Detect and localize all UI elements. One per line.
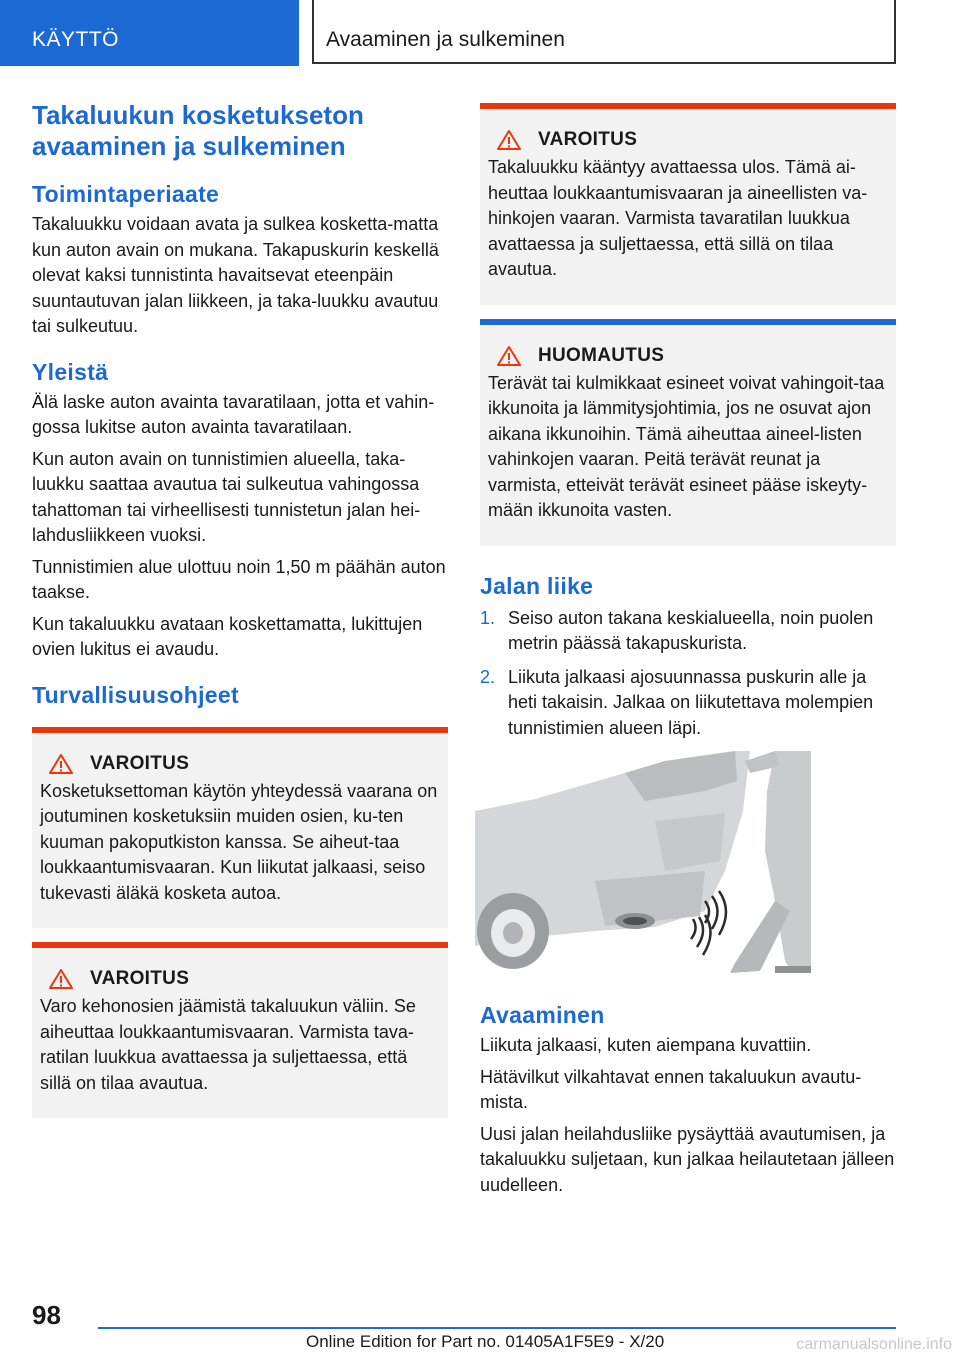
- warning-title-text-1: VAROITUS: [90, 752, 190, 774]
- step-text: Liikuta jalkaasi ajosuunnassa puskurin alle ja heti takaisin. Jalkaa on liikutettava molempien tunnistimien alueen läpi.: [508, 666, 874, 738]
- general-text-2: Kun auton avain on tunnistimien alueella, taka-luukku saattaa avautua tai sulkeutua vahingossa tahattoman tai virheellisesti tunnistetun jalan hei-lahdusliikkeen vuoksi.: [32, 448, 421, 545]
- footer-edition: Online Edition for Part no. 01405A1F5E9 - X/20: [306, 1332, 665, 1351]
- steps-list: [480, 606, 896, 742]
- heading-opening: Avaaminen: [480, 1002, 605, 1028]
- opening-text-1: Liikuta jalkaasi, kuten aiempana kuvattiin.: [480, 1035, 812, 1055]
- warning-box-1: [32, 727, 448, 929]
- warning-title-1: [48, 753, 440, 775]
- step-number: 1.: [480, 607, 496, 628]
- heading-principle: Toimintaperiaate: [32, 181, 220, 207]
- note-box: [480, 319, 896, 546]
- warning-icon: [48, 968, 74, 990]
- header-chapter-label: Avaaminen ja sulkeminen: [326, 28, 565, 51]
- left-column: [32, 100, 448, 1132]
- principle-text: Takaluukku voidaan avata ja sulkea kosketta-matta kun auton avain on mukana. Takapuskurin keskellä olevat kaksi tunnistinta havaitsevat eteenpäin suuntautuvan jalan liikkeen, ja taka-luukku avautuu tai sulkeutuu.: [32, 214, 439, 336]
- kick-gesture-illustration: [475, 751, 811, 973]
- section-foot-motion: [480, 572, 896, 742]
- opening-text-3: Uusi jalan heilahdusliike pysäyttää avautumisen, ja takaluukku suljetaan, kun jalkaa heilautetaan jälleen uudelleen.: [480, 1123, 895, 1195]
- warning-box-3: [480, 103, 896, 305]
- heading-foot-motion: Jalan liike: [480, 572, 594, 599]
- step-number: 2.: [480, 666, 496, 687]
- warning-title-text-2: VAROITUS: [90, 968, 190, 989]
- page-number: 98: [32, 1300, 61, 1330]
- header-chapter-box: [312, 0, 896, 64]
- opening-text-2: Hätävilkut vilkahtavat ennen takaluukun avautu-mista.: [480, 1066, 862, 1112]
- warning-text-1: Kosketuksettoman käytön yhteydessä vaarana on joutuminen kosketuksiin muiden osien, ku-ten kuuman pakoputkiston kanssa. Se aiheut-taa loukkaantumisvaaran. Kun liikutat jalkaasi, seiso tukevasti äläkä kosketa autoa.: [40, 780, 438, 903]
- header-section-label: KÄYTTÖ: [32, 28, 120, 51]
- list-item: [480, 606, 896, 657]
- warning-icon: [496, 129, 522, 151]
- page-title: Takaluukun kosketukseton avaaminen ja sulkeminen: [32, 100, 364, 161]
- note-title: [496, 345, 888, 367]
- warning-text-3: Takaluukku kääntyy avattaessa ulos. Tämä ai-heuttaa loukkaantumisvaaran ja aineellisten va-hinkojen vaaran. Varmista tavaratilan luukkua avattaessa ja suljettaessa, että sillä on tilaa avautua.: [488, 157, 868, 279]
- general-text-3: Tunnistimien alue ulottuu noin 1,50 m päähän auton taakse.: [32, 556, 446, 602]
- step-text: Seiso auton takana keskialueella, noin puolen metrin päässä takapuskurista.: [508, 607, 874, 653]
- section-principle: [32, 180, 448, 340]
- watermark: carmanualsonline.info: [796, 1336, 952, 1353]
- warning-title-2: [48, 968, 440, 990]
- note-title-text: HUOMAUTUS: [538, 344, 665, 366]
- right-column: [480, 103, 896, 1216]
- warning-box-2: [32, 942, 448, 1118]
- section-opening: [480, 1001, 896, 1198]
- list-item: [480, 665, 896, 742]
- warning-text-2: Varo kehonosien jäämistä takaluukun väliin. Se aiheuttaa loukkaantumisvaaran. Varmista tava-ratilan luukkua avattaessa ja suljettaessa, että sillä on tilaa avautua.: [40, 996, 416, 1093]
- general-text-1: Älä laske auton avainta tavaratilaan, jotta et vahin-gossa lukitse auton avainta tavaratilaan.: [32, 391, 435, 437]
- note-text: Terävät tai kulmikkaat esineet voivat vahingoit-taa ikkunoita ja lämmitysjohtimia, jos ne osuvat ajon aikana ikkunoihin. Tämä aiheuttaa aineel-listen vahinkojen vaaran. Peitä terävät reunat ja varmista, etteivät terävät esineet pääse iskeyty-mään ikkunoita vasten.: [488, 372, 885, 520]
- warning-title-text-3: VAROITUS: [538, 129, 638, 150]
- warning-title-3: [496, 129, 888, 151]
- general-text-4: Kun takaluukku avataan koskettamatta, lukittujen ovien lukitus ei avaudu.: [32, 613, 423, 659]
- heading-general: Yleistä: [32, 358, 109, 385]
- warning-icon: [48, 753, 74, 775]
- heading-safety: Turvallisuusohjeet: [32, 681, 239, 708]
- header-section-tab: [0, 0, 299, 66]
- note-icon: [496, 345, 522, 367]
- section-general: [32, 358, 448, 663]
- footer-divider: [98, 1327, 896, 1329]
